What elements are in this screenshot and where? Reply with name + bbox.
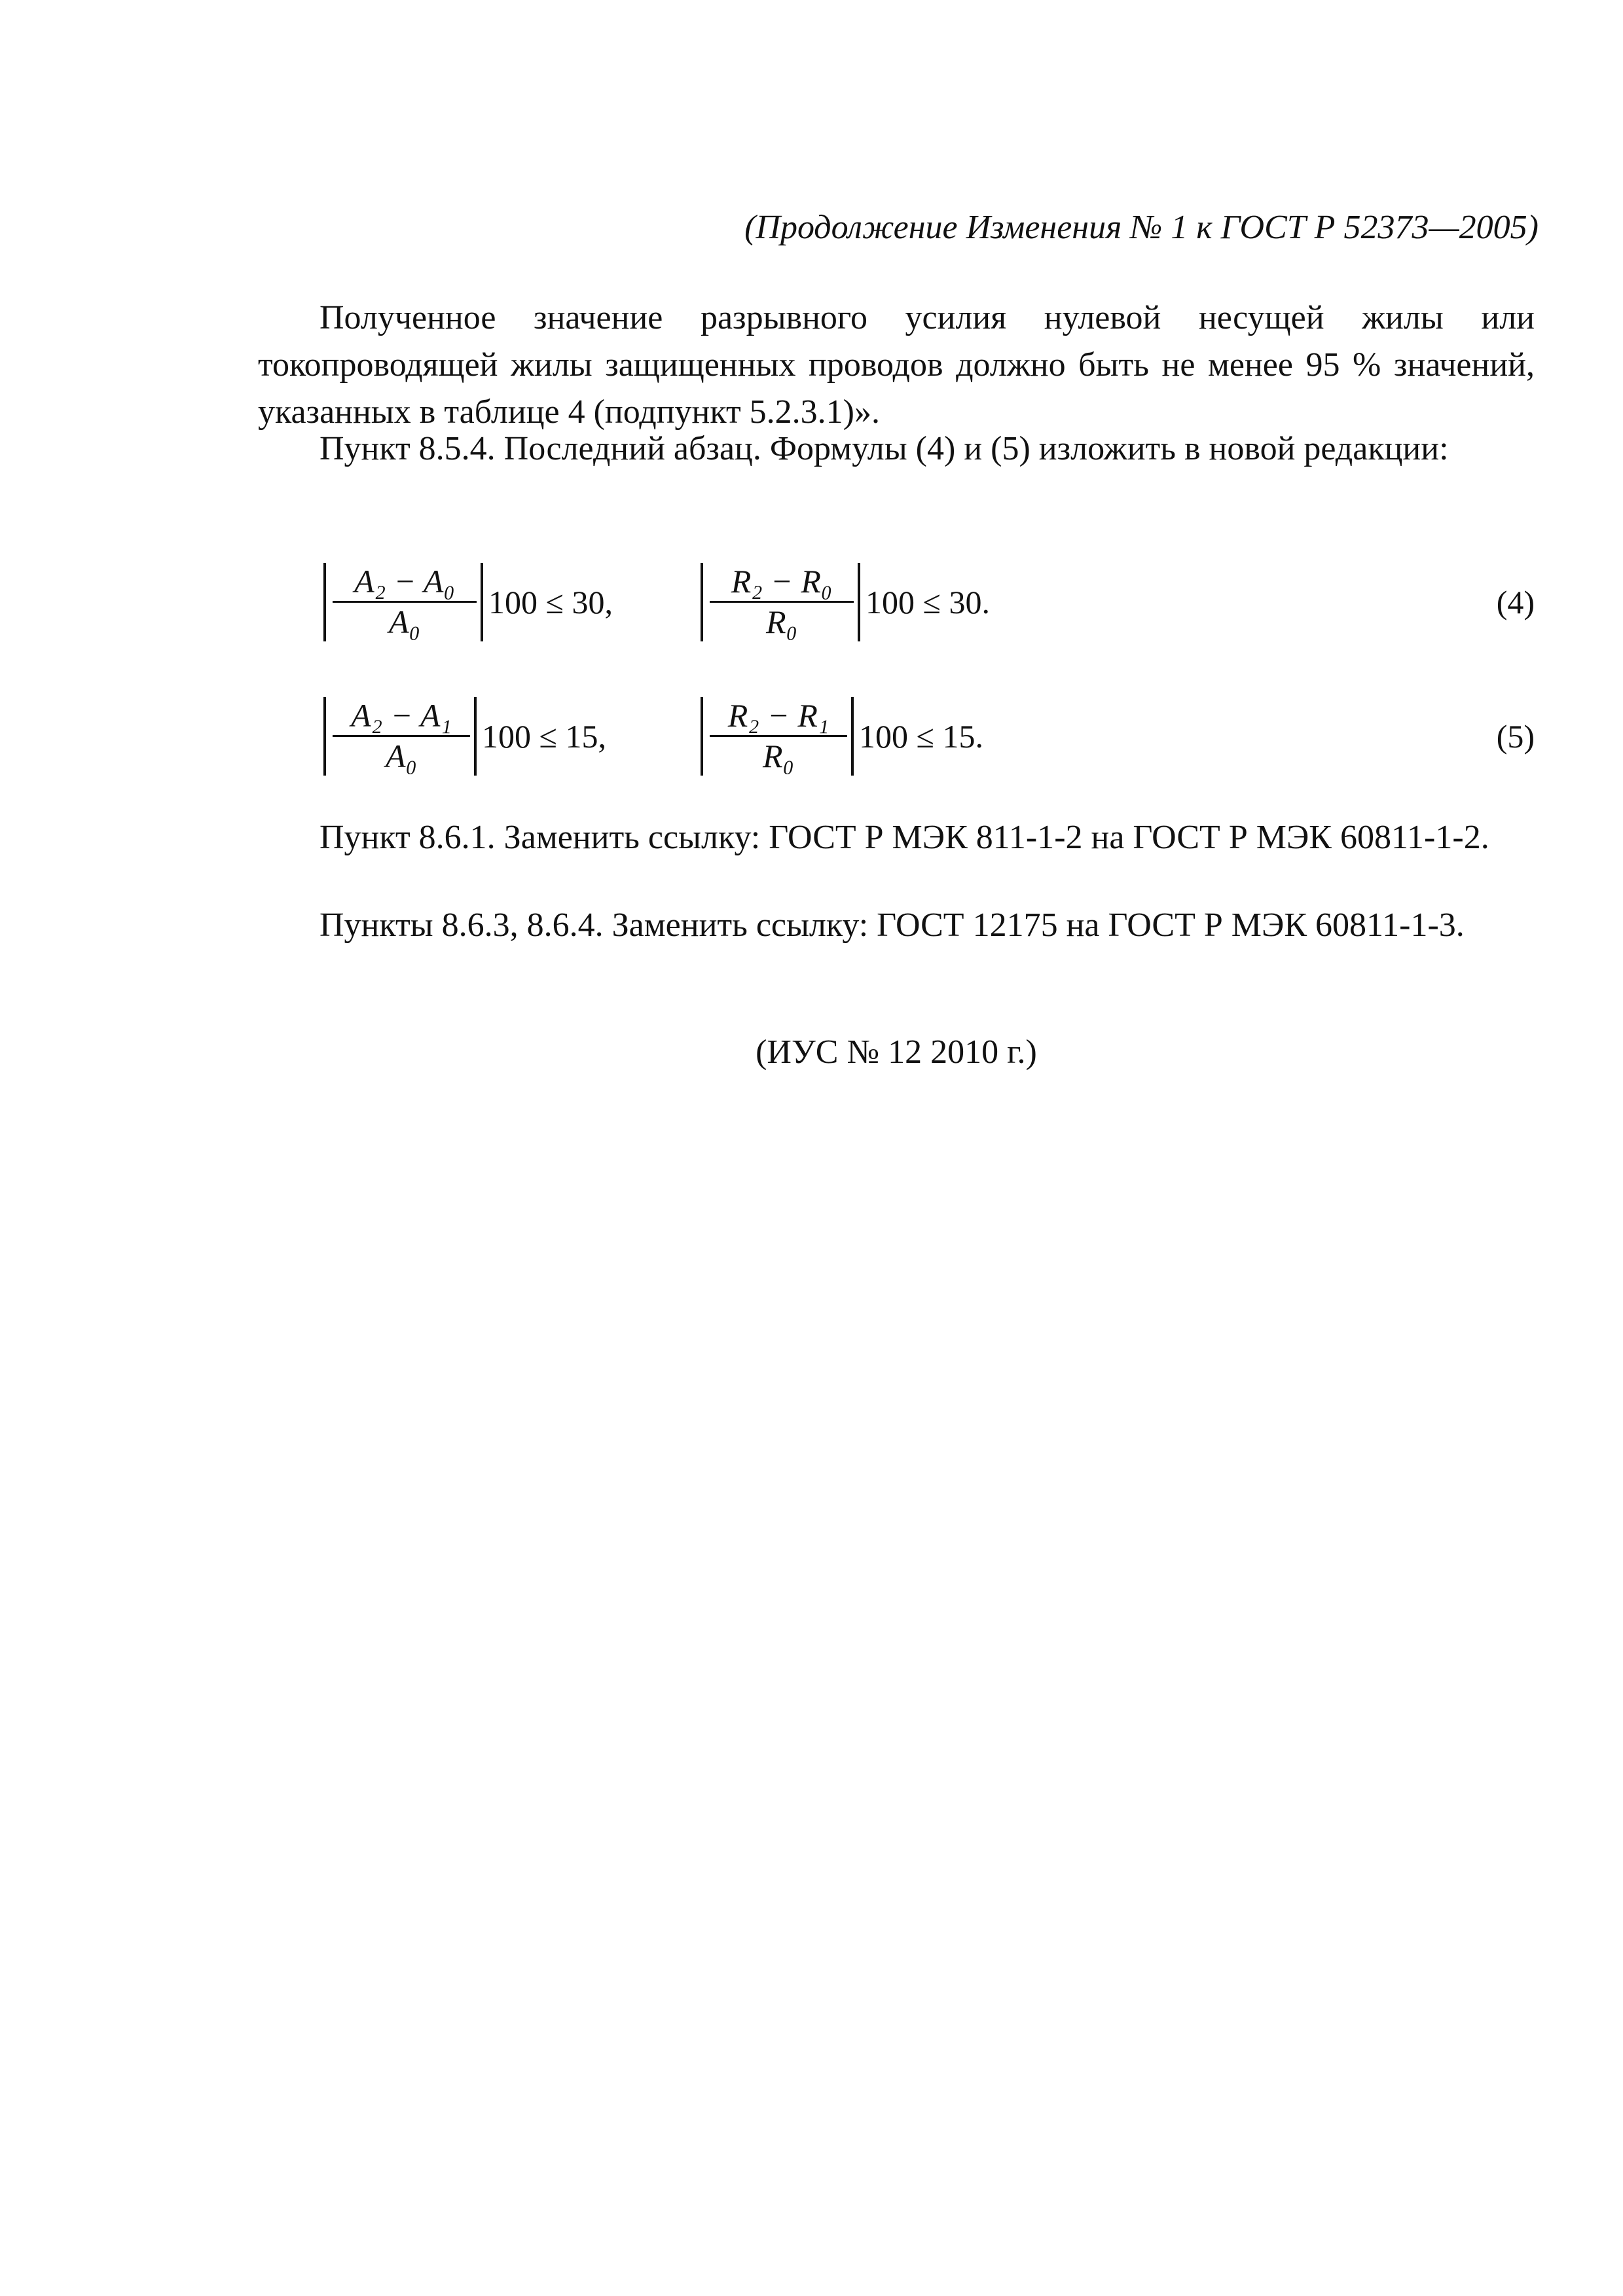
source-reference: (ИУС № 12 2010 г.) bbox=[756, 1033, 1037, 1071]
formula-tail: 100 ≤ 30, bbox=[488, 584, 613, 620]
paragraph-breaking-force: Полученное значение разрывного усилия нулевой несущей жилы или токопроводящей жилы защищенных проводов должно быть не менее 95 % значений, указанных в таблице 4 (подпункт 5.2.3.1)». bbox=[258, 299, 1535, 431]
fraction-numerator: R₂ − R₀ bbox=[731, 563, 833, 600]
abs-bar-left bbox=[701, 563, 703, 641]
paragraph-clause-8-6-1: Пункт 8.6.1. Заменить ссылку: ГОСТ Р МЭК 811-1-2 на ГОСТ Р МЭК 60811-1-2. bbox=[319, 819, 1489, 856]
formula-4-a bbox=[323, 563, 677, 641]
abs-bar-right bbox=[858, 563, 860, 641]
fraction bbox=[333, 563, 477, 641]
fraction-denominator: A₀ bbox=[389, 603, 420, 640]
fraction-denominator: A₀ bbox=[386, 738, 417, 774]
equation-number: (4) bbox=[1496, 584, 1535, 620]
fraction-numerator: A₂ − A₀ bbox=[354, 563, 455, 600]
continuation-header: (Продолжение Изменения № 1 к ГОСТ Р 52373—2005) bbox=[744, 209, 1539, 246]
fraction bbox=[710, 697, 847, 776]
abs-bar-left bbox=[323, 697, 326, 776]
fraction bbox=[710, 563, 854, 641]
fraction-numerator: R₂ − R₁ bbox=[727, 697, 830, 734]
formula-5-a bbox=[323, 697, 677, 776]
abs-bar-left bbox=[701, 697, 703, 776]
fraction-bar bbox=[710, 601, 854, 603]
equation-number: (5) bbox=[1496, 718, 1535, 755]
abs-bar-right bbox=[474, 697, 477, 776]
fraction-numerator: A₂ − A₁ bbox=[351, 697, 452, 734]
abs-bar-right bbox=[481, 563, 483, 641]
formula-4 bbox=[258, 563, 1535, 641]
fraction-bar bbox=[710, 735, 847, 737]
fraction-denominator: R₀ bbox=[766, 603, 797, 640]
paragraph-clauses-8-6-3-8-6-4: Пункты 8.6.3, 8.6.4. Заменить ссылку: ГОСТ 12175 на ГОСТ Р МЭК 60811-1-3. bbox=[319, 906, 1465, 944]
paragraph-clause-8-5-4: Пункт 8.5.4. Последний абзац. Формулы (4) и (5) изложить в новой редакции: bbox=[319, 430, 1449, 467]
fraction bbox=[333, 697, 470, 776]
abs-bar-left bbox=[323, 563, 326, 641]
formula-5 bbox=[258, 697, 1535, 776]
formula-tail: 100 ≤ 15, bbox=[482, 718, 606, 755]
abs-bar-right bbox=[851, 697, 854, 776]
formula-tail: 100 ≤ 15. bbox=[859, 718, 983, 755]
fraction-bar bbox=[333, 601, 477, 603]
formula-4-b bbox=[701, 563, 1067, 641]
fraction-denominator: R₀ bbox=[763, 738, 794, 774]
formula-tail: 100 ≤ 30. bbox=[866, 584, 990, 620]
formula-5-b bbox=[701, 697, 1067, 776]
fraction-bar bbox=[333, 735, 470, 737]
